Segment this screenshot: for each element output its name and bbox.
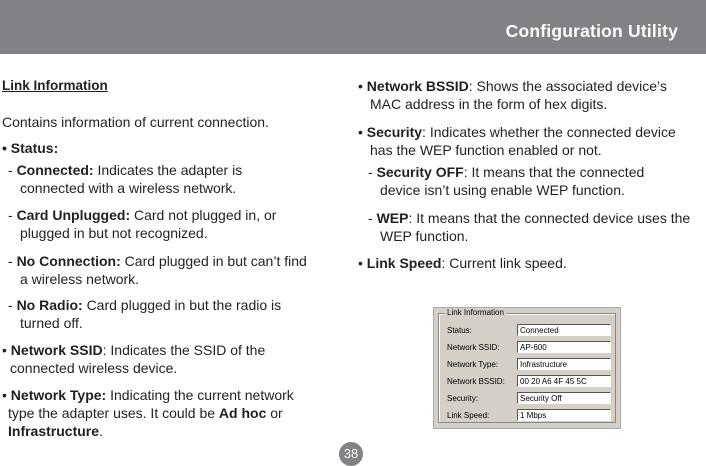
network-ssid-item: • Network SSID: Indicates the SSID of the connected wireless device. <box>2 342 266 376</box>
panel-row-ssid: Network SSID: AP-600 <box>447 341 615 355</box>
security-value: Security Off <box>517 392 611 404</box>
page-number: 38 <box>339 442 363 466</box>
panel-row-status: Status: Connected <box>447 324 615 338</box>
no-connection-item: - No Connection: Card plugged in but can’t find a wireless network. <box>8 253 307 287</box>
intro-text: Contains information of current connection. <box>2 114 269 130</box>
panel-row-bssid: Network BSSID: 00 20 A6 4F 45 5C <box>447 375 615 389</box>
group-title: Link Information <box>447 308 504 317</box>
header-title: Configuration Utility <box>505 21 678 41</box>
link-speed-item: • Link Speed: Current link speed. <box>358 255 567 271</box>
panel-row-type: Network Type: Infrastructure <box>447 358 615 372</box>
no-radio-item: - No Radio: Card plugged in but the radio is turned off. <box>8 297 282 331</box>
bssid-value: 00 20 A6 4F 45 5C <box>517 375 611 387</box>
header-bar <box>0 0 706 54</box>
speed-value: 1 Mbps <box>517 409 611 421</box>
connected-item: - Connected: Indicates the adapter is connected with a wireless network. <box>8 162 243 196</box>
unplugged-item: - Card Unplugged: Card not plugged in, or plugged in but not recognized. <box>8 207 277 241</box>
security-off-item: - Security OFF: It means that the connected device isn’t using enable WEP function. <box>368 164 645 198</box>
network-bssid-item: • Network BSSID: Shows the associated device’s MAC address in the form of hex digits. <box>358 78 667 112</box>
link-information-group <box>438 308 616 423</box>
type-value: Infrastructure <box>517 358 611 370</box>
panel-row-security: Security: Security Off <box>447 392 615 406</box>
wep-item: - WEP: It means that the connected device uses the WEP function. <box>368 210 691 244</box>
panel-row-speed: Link Speed: 1 Mbps <box>447 409 615 423</box>
security-item: • Security: Indicates whether the connected device has the WEP function enabled or not. <box>358 124 676 158</box>
link-information-panel <box>433 307 621 429</box>
ssid-value: AP-600 <box>517 341 611 353</box>
section-heading: Link Information <box>2 78 108 93</box>
status-label: • Status: <box>2 140 59 156</box>
status-value: Connected <box>517 324 611 336</box>
network-type-item: • Network Type: Indicating the current network type the adapter uses. It could be Ad hoc or Infrastructure. <box>2 387 294 439</box>
